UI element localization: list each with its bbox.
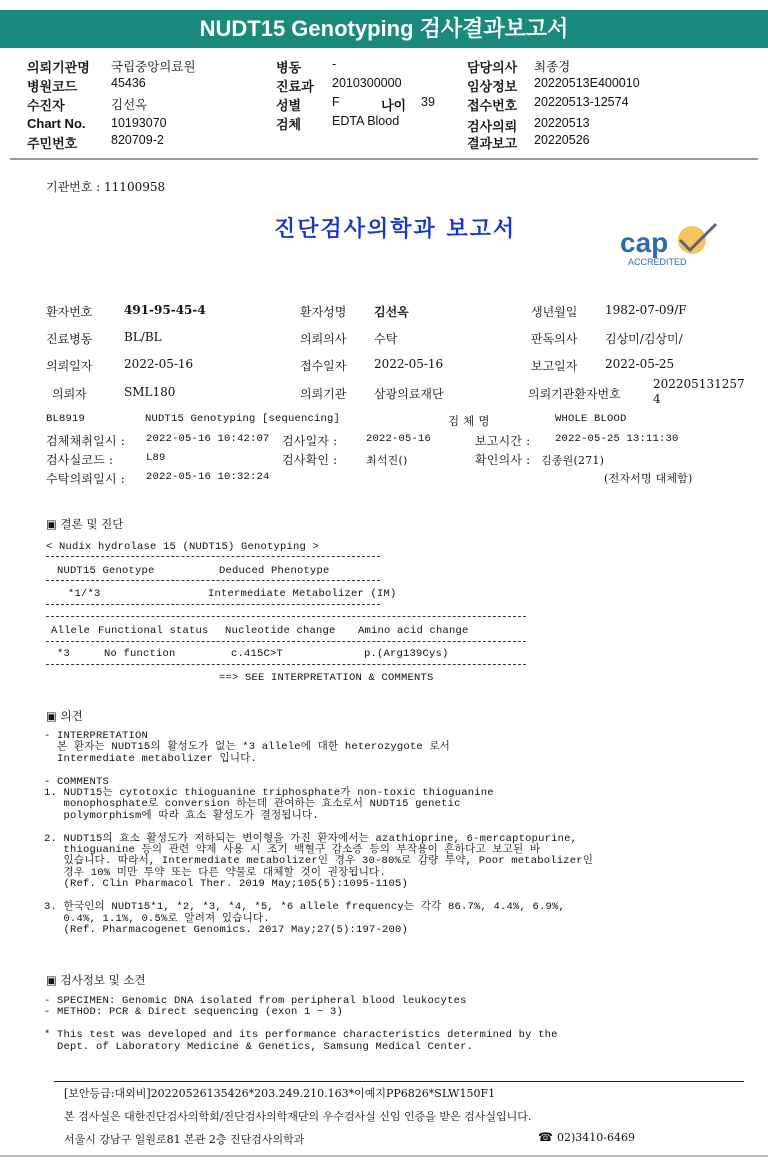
header-label: Chart No.: [27, 116, 86, 131]
divider: [46, 641, 526, 642]
opinion-line: Intermediate metabolizer 입니다.: [44, 752, 258, 765]
cap-sub: ACCREDITED: [628, 257, 687, 267]
report-banner-title: NUDT15 Genotyping 검사결과보고서: [0, 10, 768, 48]
page-bottom-rule: [0, 1155, 768, 1157]
info-line: - SPECIMEN: Genomic DNA isolated from peripheral blood leukocytes: [44, 995, 467, 1007]
opinion-line: 1. NUDT15는 cytotoxic thioguanine triphosphate가 non-toxic thioguanine: [44, 787, 494, 800]
amino-acid-value: p.(Arg139Cys): [364, 648, 449, 660]
patient-label: 환자성명: [300, 305, 347, 319]
info-text: [44, 996, 558, 1053]
header-value: 20220513-12574: [534, 95, 629, 109]
patient-label: 의뢰의사: [300, 332, 347, 346]
opinion-text: [44, 731, 593, 936]
age-value: 39: [421, 95, 435, 109]
lab-address: 서울시 강남구 일원로81 본관 2층 진단검사의학과: [64, 1133, 305, 1146]
allele-value: *3: [57, 648, 71, 660]
opinion-line: (Ref. Clin Pharmacol Ther. 2019 May;105(5):1095-1105): [44, 878, 409, 891]
table-header: NUDT15 Genotype: [57, 565, 155, 577]
results-subtitle: < Nudix hydrolase 15 (NUDT15) Genotyping >: [46, 541, 320, 553]
patient-value: 2022-05-16: [374, 357, 444, 371]
header-label: 검사의뢰: [467, 119, 518, 134]
test-value: 김종원(271): [541, 454, 605, 467]
table-header: Nucleotide change: [225, 625, 336, 637]
test-name: NUDT15 Genotyping [sequencing]: [145, 413, 341, 425]
patient-label: 의뢰기관환자번호: [528, 387, 621, 401]
test-label: 보고시간 :: [475, 434, 531, 448]
header-label: 검체: [276, 117, 302, 132]
patient-name-value: 김선옥: [374, 305, 409, 319]
phenotype-value: Intermediate Metabolizer (IM): [208, 588, 397, 600]
patient-label: 생년월일: [531, 305, 578, 319]
opinion-line: polymorphism에 따라 효소 활성도가 결정됩니다.: [44, 809, 319, 822]
cap-accredited-logo: [616, 218, 726, 270]
opinion-line: 본 환자는 NUDT15의 활성도가 없는 *3 allele에 대한 heterozygote 로서: [44, 741, 451, 754]
patient-value: SML180: [124, 385, 176, 399]
test-value: 2022-05-16 10:32:24: [146, 471, 270, 483]
patient-value: 202205131257: [653, 377, 745, 391]
table-header: Deduced Phenotype: [219, 565, 330, 577]
patient-label: 접수일자: [300, 359, 347, 373]
opinion-line: [44, 765, 593, 776]
info-line: Dept. of Laboratory Medicine & Genetics, Samsung Medical Center.: [44, 1040, 474, 1053]
header-value: F: [332, 95, 340, 109]
test-value: 2022-05-25 13:11:30: [555, 433, 679, 445]
header-label: 병동: [276, 60, 302, 75]
report-title: 진단검사의학과 보고서: [274, 216, 517, 242]
test-value: 최석진(): [366, 454, 408, 467]
results-heading: ▣ 결론 및 진단: [46, 517, 124, 531]
cap-checkmark-logo: [616, 218, 726, 270]
patient-value-wrap: 4: [653, 392, 661, 406]
patient-label: 진료병동: [46, 332, 93, 346]
patient-value: 1982-07-09/F: [605, 303, 687, 317]
test-label: 검사일자 :: [282, 434, 338, 448]
test-label: 수탁의뢰일시 :: [46, 472, 126, 486]
nucleotide-value: c.415C>T: [231, 648, 284, 660]
specimen-value: WHOLE BLOOD: [555, 413, 627, 425]
patient-label: 의뢰일자: [46, 359, 93, 373]
see-interpretation-note: ==> SEE INTERPRETATION & COMMENTS: [219, 672, 434, 684]
header-label: 담당의사: [467, 60, 518, 75]
opinion-line: (Ref. Pharmacogenet Genomics. 2017 May;27(5):197-200): [44, 923, 409, 936]
opinion-line: 경우 10% 미만 투약 또는 다른 약물로 대체할 것이 권장됩니다.: [44, 866, 386, 879]
specimen-label: 검 체 명: [448, 414, 490, 428]
header-label: 임상정보: [467, 79, 518, 94]
opinion-line: 있습니다. 따라서, Intermediate metabolizer인 경우 30-80%로 감량 투약, Poor metabolizer인: [44, 855, 594, 868]
header-value: 20220513: [534, 116, 590, 130]
opinion-line: 3. 한국인의 NUDT15*1, *2, *3, *4, *5, *6 allele frequency는 각각 86.7%, 4.4%, 6.9%,: [44, 901, 565, 914]
info-heading: ▣ 검사정보 및 소견: [46, 973, 146, 987]
opinion-line: monophosphate로 conversion 하는데 관여하는 효소로서 NUDT15 genetic: [44, 798, 461, 811]
info-line: - METHOD: PCR & Direct sequencing (exon 1 ~ 3): [44, 1006, 344, 1019]
header-label: 결과보고: [467, 136, 518, 151]
table-header: Allele: [51, 625, 91, 637]
patient-value: 2022-05-25: [605, 357, 675, 371]
test-label: 검체채취일시 :: [46, 434, 126, 448]
opinion-line: - COMMENTS: [44, 775, 110, 788]
header-value: 2010300000: [332, 76, 402, 90]
cap-word: cap: [620, 227, 669, 258]
test-label: 검사실코드 :: [46, 453, 114, 467]
institution-number: 기관번호 : 11100958: [46, 180, 166, 194]
header-label: 병원코드: [27, 79, 78, 94]
test-value: 2022-05-16 10:42:07: [146, 433, 270, 445]
header-value: 10193070: [111, 116, 167, 130]
test-code: BL8919: [46, 413, 86, 425]
header-value: 최종경: [534, 60, 571, 74]
divider: [46, 616, 526, 617]
header-label: 진료과: [276, 79, 314, 94]
footer-divider: [54, 1081, 744, 1082]
divider: [46, 664, 526, 665]
patient-id-value: 491-95-45-4: [124, 303, 206, 317]
genotype-value: *1/*3: [68, 588, 101, 600]
test-value: L89: [146, 452, 166, 464]
patient-label: 환자번호: [46, 305, 93, 319]
test-label: 검사확인 :: [282, 453, 338, 467]
header-divider: [10, 158, 758, 160]
header-label: 의뢰기관명: [27, 60, 90, 75]
function-value: No function: [104, 648, 176, 660]
patient-label: 의뢰기관: [300, 387, 347, 401]
header-value: 820709-2: [111, 133, 164, 147]
opinion-line: - INTERPRETATION: [44, 730, 149, 742]
opinion-heading: ▣ 의견: [46, 709, 83, 723]
esign-note: (전자서명 대체함): [604, 472, 693, 485]
lab-phone: 02)3410-6469: [557, 1131, 635, 1144]
patient-label: 의뢰자: [52, 387, 87, 401]
header-value: 20220526: [534, 133, 590, 147]
header-label: 접수번호: [467, 98, 518, 113]
patient-value: 2022-05-16: [124, 357, 194, 371]
header-value: 20220513E400010: [534, 76, 640, 90]
header-value: 국립중앙의료원: [111, 60, 196, 74]
opinion-line: thioguanine 등의 관련 약제 사용 시 조기 백혈구 감소증 등의 부작용이 흔하다고 보고된 바: [44, 844, 541, 857]
opinion-line: 0.4%, 1.1%, 0.5%로 알려져 있습니다.: [44, 912, 270, 925]
header-label: 주민번호: [27, 136, 78, 151]
table-header: Functional status: [98, 625, 209, 637]
age-label: 나이: [381, 98, 407, 113]
patient-value: 김상미/김상미/: [605, 332, 683, 346]
divider: [46, 604, 380, 605]
certification-note: 본 검사실은 대한진단검사의학회/진단검사의학재단의 우수검사실 신임 인증을 받은 검사실입니다.: [64, 1110, 532, 1123]
header-label: 수진자: [27, 98, 65, 113]
patient-label: 판독의사: [531, 332, 578, 346]
patient-value: 삼광의료재단: [374, 387, 444, 401]
test-value: 2022-05-16: [366, 433, 432, 445]
phone-icon: ☎: [538, 1130, 553, 1144]
header-label: 성별: [276, 98, 302, 113]
patient-value: BL/BL: [124, 330, 162, 344]
header-value: 45436: [111, 76, 146, 90]
header-value: EDTA Blood: [332, 114, 400, 128]
divider: [46, 556, 380, 557]
patient-label: 보고일자: [531, 359, 578, 373]
opinion-line: [44, 822, 593, 833]
info-line: * This test was developed and its performance characteristics determined by the: [44, 1029, 558, 1042]
header-value: -: [332, 57, 337, 71]
patient-value: 수탁: [374, 332, 398, 346]
security-stamp: [보안등급:대외비]20220526135426*203.249.210.163*이예지PP6826*SLW150F1: [64, 1087, 496, 1100]
table-header: Amino acid change: [358, 625, 469, 637]
opinion-line: 2. NUDT15의 효소 활성도가 저하되는 변이형을 가진 환자에서는 azathioprine, 6-mercaptopurine,: [44, 832, 578, 845]
header-value: 김선옥: [111, 98, 148, 112]
divider: [46, 580, 380, 581]
test-label: 확인의사 :: [475, 453, 531, 467]
